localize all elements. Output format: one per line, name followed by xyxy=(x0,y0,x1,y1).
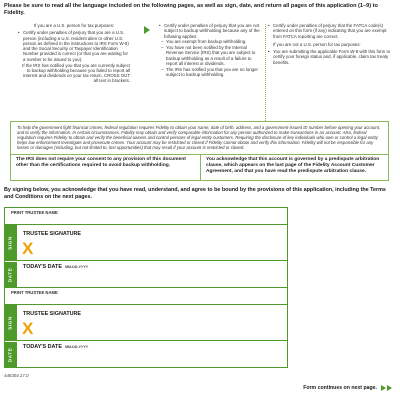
backup-withholding-certification xyxy=(159,23,263,78)
signature-label: TRUSTEE SIGNATURE xyxy=(23,311,82,317)
list-item: • You are submitting the applicable Form W-8 with this form to certify your foreign status and, if applicable, claim tax treaty benefits. xyxy=(268,49,392,65)
signature-block-2 xyxy=(4,287,288,368)
print-name-label: PRINT TRUSTEE NAME xyxy=(11,210,58,215)
intro-instructions: Please be sure to read all the language included on the following pages, as well as sign, date, and return all pages of this application (1–9) to Fidelity. xyxy=(4,3,378,16)
arbitration-notice: You acknowledge that this account is governed by a predispute arbitration clause, which appears on the last page of the Fidelity Account Customer Agreement, and that you have read the predispute arbitration clause. xyxy=(201,154,389,181)
sign-tab: SIGN xyxy=(5,305,17,341)
date-format: MM-DD-YYYY xyxy=(64,345,89,349)
continue-text: Form continues on next page. xyxy=(303,385,377,391)
print-trustee-name-field[interactable] xyxy=(5,288,287,305)
patriot-act-notice: To help the government fight financial crimes, federal regulation requires Fidelity to obtain your name, date of birth, address, and a government-issued ID number before opening your account, and to verify the information. In certain circumstances, Fidelity may obtain and verify comparable information for any person authorized to make transactions in an account. Also, federal regulation requires Fidelity to obtain and verify the beneficial owners and control persons of legal entity customers. Requiring the disclosure of key individuals who own or control a legal entity helps law enforcement investigate and prosecute crimes. Your account may be restricted or closed if Fidelity cannot obtain and verify this information. Fidelity will not be responsible for any losses or damages (including, but not limited to, lost opportunities) that may result if your account is restricted or closed. xyxy=(17,125,381,151)
trustee-signature-field[interactable] xyxy=(17,225,287,261)
us-person-list xyxy=(18,30,130,62)
us-person-tail: If the IRS has notified you that you are currently subject to backup withholding because you failed to report all interest and dividends on your tax return, CROSS OUT all text in brackets. xyxy=(22,62,130,84)
us-person-lead: If you are a U.S. person for tax purposes: xyxy=(33,23,115,28)
todays-date-field[interactable] xyxy=(17,261,287,288)
print-trustee-name-field[interactable] xyxy=(5,208,287,225)
trustee-signature-field[interactable] xyxy=(17,305,287,341)
fatca-list xyxy=(268,23,392,39)
x-mark-icon: X xyxy=(22,319,34,338)
backup-withholding-list xyxy=(159,23,263,39)
us-person-certification xyxy=(18,23,130,86)
list-item: – The IRS has notified you that you are no longer subject to backup withholding. xyxy=(161,67,263,78)
print-name-label: PRINT TRUSTEE NAME xyxy=(11,290,58,295)
non-us-lead: If you are not a U.S. person for tax purposes: xyxy=(273,41,361,47)
column-divider xyxy=(265,24,266,121)
list-item: • Certify under penalties of perjury that the FATCA code(s) entered on this form (if any) indicating that you are exempt from FATCA reporting are correct. xyxy=(268,23,392,39)
date-tab: DATE xyxy=(5,261,17,288)
date-label: TODAY'S DATE MM-DD-YYYY xyxy=(23,344,89,350)
non-us-list xyxy=(268,49,392,65)
tax-certifications xyxy=(4,23,396,128)
signing-statement: By signing below, you acknowledge that you have read, understand, and agree to be bound by the provisions of this application, including the Terms and Conditions on the next pages. xyxy=(4,187,386,200)
list-item: – You are exempt from backup withholding. xyxy=(161,39,263,44)
double-arrow-right-icon xyxy=(380,385,392,391)
x-mark-icon: X xyxy=(22,239,34,258)
form-number: 446304.17.0 xyxy=(4,373,29,378)
arrow-right-icon xyxy=(144,26,150,34)
todays-date-field[interactable] xyxy=(17,341,287,368)
irs-consent-notice: The IRS does not require your consent to any provision of this document other than the certifications required to avoid backup withholding. xyxy=(11,154,201,181)
sign-tab: SIGN xyxy=(5,225,17,261)
notice-box xyxy=(10,121,389,181)
date-tab: DATE xyxy=(5,341,17,368)
date-label: TODAY'S DATE MM-DD-YYYY xyxy=(23,264,89,270)
list-item: • Certify under penalties of perjury that you are not subject to backup withholding because any of the following applies: xyxy=(159,23,263,39)
date-format: MM-DD-YYYY xyxy=(64,265,89,269)
list-item: – You have not been notified by the Internal Revenue Service (IRS) that you are subject to backup withholding as a result of a failure to report all interest or dividends. xyxy=(161,45,263,66)
form-continues-note xyxy=(303,385,392,391)
backup-withholding-sublist xyxy=(161,39,263,77)
fatca-certification xyxy=(268,23,392,66)
signature-block-1 xyxy=(4,207,288,288)
signature-label: TRUSTEE SIGNATURE xyxy=(23,231,82,237)
list-item: • Certify under penalties of perjury that you are a U.S. person (including a U.S. resident alien or other U.S. person as defined in the instructions to IRS Form W-9) and the Social Security or Taxpayer Identification Number provided is correct (or that you are waiting for a number to be issued to you). xyxy=(18,30,130,62)
